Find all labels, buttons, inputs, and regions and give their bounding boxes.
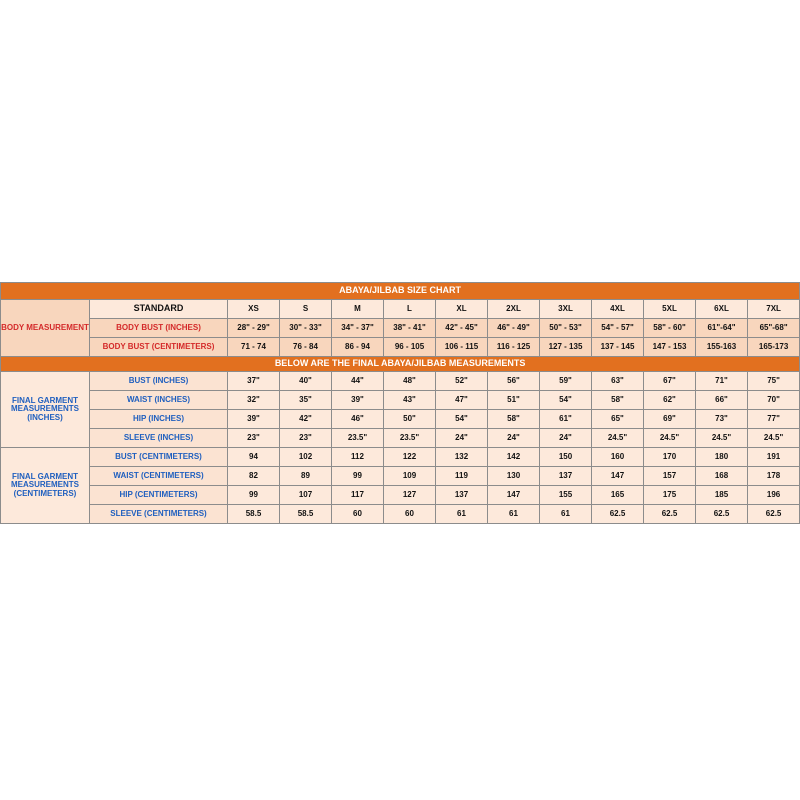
table-cell: 185 [696, 486, 748, 505]
table-cell: 117 [332, 486, 384, 505]
table-cell: 24.5" [748, 429, 800, 448]
table-cell: 86 - 94 [332, 338, 384, 357]
size-header: 4XL [592, 300, 644, 319]
table-row [1, 391, 800, 410]
final-measurements-band: BELOW ARE THE FINAL ABAYA/JILBAB MEASUREMENTS [1, 357, 800, 372]
table-cell: 99 [228, 486, 280, 505]
table-cell: 147 [488, 486, 540, 505]
size-header: L [384, 300, 436, 319]
table-cell: 61 [436, 505, 488, 524]
cm-group-label: FINAL GARMENT MEASUREMENTS (CENTIMETERS) [1, 448, 90, 524]
table-cell: 61" [540, 410, 592, 429]
table-row [1, 372, 800, 391]
table-cell: 24" [436, 429, 488, 448]
table-cell: 147 [592, 467, 644, 486]
table-cell: 32" [228, 391, 280, 410]
table-cell: 44" [332, 372, 384, 391]
table-cell: 30" - 33" [280, 319, 332, 338]
table-row [1, 467, 800, 486]
table-cell: 127 - 135 [540, 338, 592, 357]
row-label: WAIST (CENTIMETERS) [90, 467, 228, 486]
row-label: BUST (INCHES) [90, 372, 228, 391]
table-cell: 51" [488, 391, 540, 410]
table-cell: 62.5 [748, 505, 800, 524]
table-cell: 77" [748, 410, 800, 429]
table-cell: 155-163 [696, 338, 748, 357]
table-cell: 116 - 125 [488, 338, 540, 357]
table-cell: 42" - 45" [436, 319, 488, 338]
size-header: XL [436, 300, 488, 319]
table-cell: 70" [748, 391, 800, 410]
table-cell: 43" [384, 391, 436, 410]
table-cell: 59" [540, 372, 592, 391]
table-cell: 132 [436, 448, 488, 467]
table-cell: 58" - 60" [644, 319, 696, 338]
table-cell: 39" [332, 391, 384, 410]
table-cell: 168 [696, 467, 748, 486]
table-cell: 37" [228, 372, 280, 391]
table-cell: 62" [644, 391, 696, 410]
table-cell: 65" [592, 410, 644, 429]
table-cell: 24.5" [696, 429, 748, 448]
table-cell: 38" - 41" [384, 319, 436, 338]
size-header: XS [228, 300, 280, 319]
table-cell: 160 [592, 448, 644, 467]
table-cell: 127 [384, 486, 436, 505]
size-chart-table [0, 282, 800, 524]
table-cell: 66" [696, 391, 748, 410]
table-cell: 60 [332, 505, 384, 524]
table-cell: 61"-64" [696, 319, 748, 338]
table-cell: 69" [644, 410, 696, 429]
table-cell: 24.5" [592, 429, 644, 448]
table-cell: 137 - 145 [592, 338, 644, 357]
table-cell: 165 [592, 486, 644, 505]
table-row [1, 448, 800, 467]
title-row [1, 283, 800, 300]
table-cell: 52" [436, 372, 488, 391]
table-cell: 119 [436, 467, 488, 486]
table-cell: 75" [748, 372, 800, 391]
table-cell: 178 [748, 467, 800, 486]
table-cell: 23.5" [384, 429, 436, 448]
table-cell: 24" [488, 429, 540, 448]
table-cell: 54" [540, 391, 592, 410]
size-header: S [280, 300, 332, 319]
table-cell: 42" [280, 410, 332, 429]
table-row [1, 486, 800, 505]
table-cell: 137 [436, 486, 488, 505]
row-label: BUST (CENTIMETERS) [90, 448, 228, 467]
table-cell: 56" [488, 372, 540, 391]
table-cell: 46" [332, 410, 384, 429]
table-cell: 165-173 [748, 338, 800, 357]
table-cell: 40" [280, 372, 332, 391]
table-cell: 62.5 [644, 505, 696, 524]
table-cell: 34" - 37" [332, 319, 384, 338]
row-label: BODY BUST (INCHES) [90, 319, 228, 338]
table-cell: 180 [696, 448, 748, 467]
band-row [1, 357, 800, 372]
table-cell: 23" [228, 429, 280, 448]
table-cell: 109 [384, 467, 436, 486]
table-cell: 54" [436, 410, 488, 429]
table-cell: 76 - 84 [280, 338, 332, 357]
table-cell: 142 [488, 448, 540, 467]
table-cell: 47" [436, 391, 488, 410]
table-cell: 99 [332, 467, 384, 486]
table-cell: 130 [488, 467, 540, 486]
table-cell: 48" [384, 372, 436, 391]
table-cell: 71" [696, 372, 748, 391]
table-cell: 23.5" [332, 429, 384, 448]
row-label: SLEEVE (CENTIMETERS) [90, 505, 228, 524]
table-cell: 150 [540, 448, 592, 467]
table-cell: 170 [644, 448, 696, 467]
table-row [1, 429, 800, 448]
table-cell: 191 [748, 448, 800, 467]
table-cell: 58" [592, 391, 644, 410]
table-cell: 24.5" [644, 429, 696, 448]
table-cell: 58.5 [228, 505, 280, 524]
chart-title: ABAYA/JILBAB SIZE CHART [1, 283, 800, 300]
size-header: 6XL [696, 300, 748, 319]
standard-header: STANDARD [90, 300, 228, 319]
header-row [1, 300, 800, 319]
size-header: 5XL [644, 300, 696, 319]
table-cell: 58" [488, 410, 540, 429]
table-cell: 122 [384, 448, 436, 467]
table-cell: 28" - 29" [228, 319, 280, 338]
table-cell: 147 - 153 [644, 338, 696, 357]
table-cell: 60 [384, 505, 436, 524]
size-header: 7XL [748, 300, 800, 319]
table-cell: 196 [748, 486, 800, 505]
table-cell: 155 [540, 486, 592, 505]
table-cell: 58.5 [280, 505, 332, 524]
table-row [1, 505, 800, 524]
inches-group-label: FINAL GARMENT MEASUREMENTS (INCHES) [1, 372, 90, 448]
body-measurement-group-label: BODY MEASUREMENT [1, 300, 90, 357]
table-cell: 82 [228, 467, 280, 486]
table-cell: 62.5 [592, 505, 644, 524]
table-cell: 102 [280, 448, 332, 467]
table-cell: 54" - 57" [592, 319, 644, 338]
row-label: WAIST (INCHES) [90, 391, 228, 410]
table-cell: 46" - 49" [488, 319, 540, 338]
table-cell: 106 - 115 [436, 338, 488, 357]
table-cell: 24" [540, 429, 592, 448]
table-cell: 107 [280, 486, 332, 505]
row-label: BODY BUST (CENTIMETERS) [90, 338, 228, 357]
table-cell: 65"-68" [748, 319, 800, 338]
row-label: HIP (CENTIMETERS) [90, 486, 228, 505]
size-header: M [332, 300, 384, 319]
table-cell: 50" - 53" [540, 319, 592, 338]
table-cell: 94 [228, 448, 280, 467]
table-row [1, 410, 800, 429]
table-cell: 71 - 74 [228, 338, 280, 357]
table-cell: 67" [644, 372, 696, 391]
table-cell: 35" [280, 391, 332, 410]
size-header: 3XL [540, 300, 592, 319]
size-chart [0, 282, 800, 520]
table-cell: 89 [280, 467, 332, 486]
size-header: 2XL [488, 300, 540, 319]
table-cell: 50" [384, 410, 436, 429]
table-cell: 137 [540, 467, 592, 486]
row-label: SLEEVE (INCHES) [90, 429, 228, 448]
table-cell: 175 [644, 486, 696, 505]
table-cell: 62.5 [696, 505, 748, 524]
table-cell: 39" [228, 410, 280, 429]
table-row [1, 319, 800, 338]
table-cell: 112 [332, 448, 384, 467]
table-cell: 23" [280, 429, 332, 448]
table-cell: 63" [592, 372, 644, 391]
table-cell: 157 [644, 467, 696, 486]
row-label: HIP (INCHES) [90, 410, 228, 429]
table-cell: 61 [540, 505, 592, 524]
table-cell: 61 [488, 505, 540, 524]
table-cell: 96 - 105 [384, 338, 436, 357]
table-cell: 73" [696, 410, 748, 429]
table-row [1, 338, 800, 357]
